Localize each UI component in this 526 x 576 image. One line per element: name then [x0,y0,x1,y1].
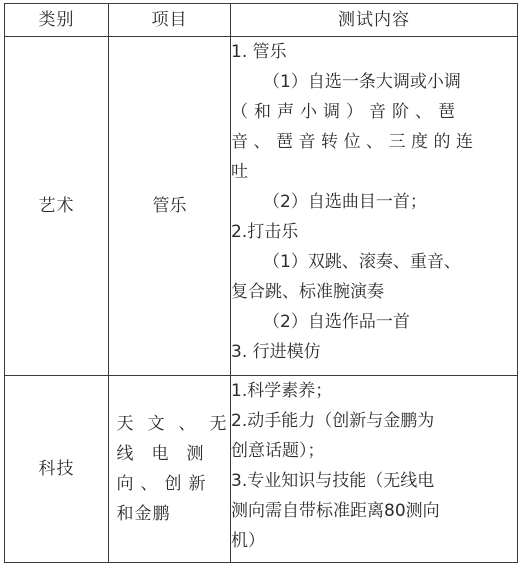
test-content-table [4,3,518,563]
content-line: （1）自选一条大调或小调 [263,72,461,92]
content-line: 音、琶音转位、三度的连 [231,132,479,152]
project-cell [109,376,241,563]
content-line: 2.动手能力（创新与金鹏为 [231,411,435,431]
project-line: 向、创新 [116,474,213,494]
content-line: （2）自选曲目一首； [263,192,427,212]
category-label: 艺术 [38,196,75,216]
table-row-art [5,37,518,376]
header-category: 类别 [5,4,109,37]
header-project: 项目 [109,4,231,37]
category-cell [5,37,109,376]
content-line: 测向需自带标准距离80测向 [231,501,440,521]
test-content-cell [231,37,518,376]
content-line: 3. 行进模仿 [231,342,321,362]
content-line: 1.科学素养； [231,381,333,401]
category-cell [5,376,109,563]
table-row-tech [5,376,518,563]
project-label: 管乐 [152,196,187,216]
content-line: 吐 [231,162,248,182]
category-label: 科技 [38,459,75,479]
project-line: 天文、无 [116,414,241,434]
content-line: 复合跳、标准腕演奏 [231,282,384,302]
header-test-content: 测试内容 [231,4,518,37]
project-label [116,409,241,529]
content-line: （和声小调）音阶、琶 [231,102,461,122]
test-content-cell [231,376,518,563]
content-line: （1）双跳、滚奏、重音、 [263,252,461,272]
content-line: 创意话题）； [231,441,325,461]
content-line: 机） [231,531,265,551]
content-line: （2）自选作品一首 [263,312,410,332]
table-header-row [5,4,518,37]
project-line: 线电测 [116,444,222,464]
content-line: 1. 管乐 [231,42,287,62]
project-cell [109,37,231,376]
content-line: 2.打击乐 [231,222,299,242]
project-line: 和金鹏 [116,504,171,524]
content-line: 3.专业知识与技能（无线电 [231,471,435,491]
